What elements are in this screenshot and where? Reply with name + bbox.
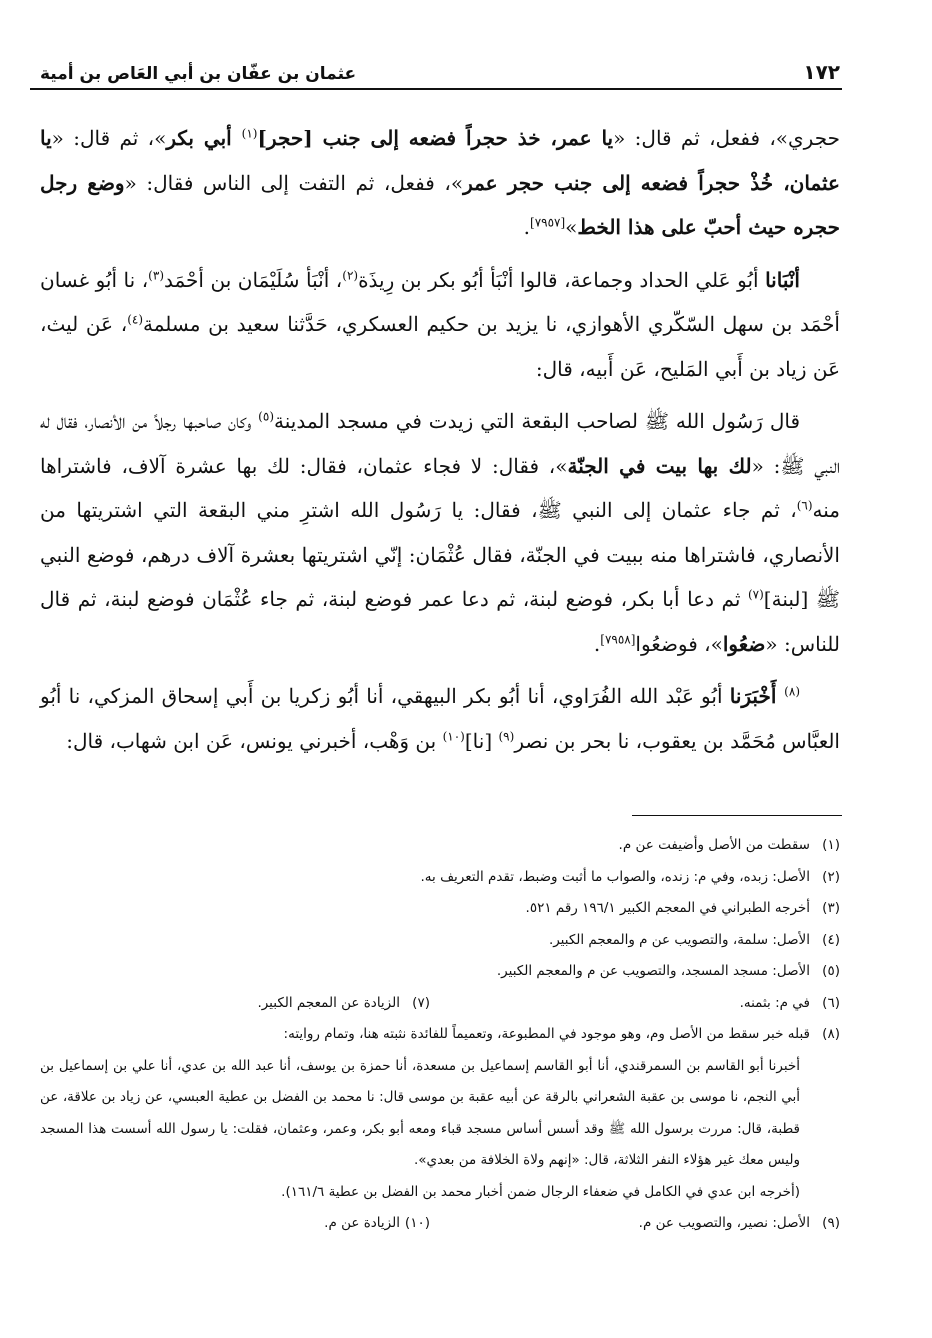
footnote-8-quoted-report: أخبرنا أبو القاسم بن السمرقندي، أنا أبو القاسم إسماعيل بن مسعدة، أنا حمزة بن يوسف، أنا عبد الله بن عدي، أنا علي بن إسماعيل بن أبي النجم، نا موسى بن عقبة الشعراني بالرقة عن أبيه عقبة بن موسى قال: نا محمد بن الفضل بن عطية العبسي، عن زياد بن علاقة، عن قطبة، قال: مررت برسول الله ﷺ وقد أسس أساس مسجد قباء ومعه أبو بكر، وعمر، وعثمان، فقلت: يا رسول الله أسست هذا المسجد وليس معك غير هؤلاء النفر الثلاثة، قال: «إنهم ولاة الخلافة من بعدي». [40,1057,800,1168]
running-title: عثمان بن عفّان بن أبي العَاص بن أمية [40,64,357,84]
text-run: وكان صاحبها رجلاً من الأنصار، فقال له النبي ﷺ: « [40,409,841,478]
footnote-ref: (٧) [747,587,764,602]
text-run: »، فقال: لا فجاء عثمان، فقال: لك بها عشرة آلاف، فاشتراها منه [40,453,840,522]
footnote-3 [40,893,840,925]
footnote-2 [40,862,840,894]
footnote-ref: (١٠) [442,728,465,743]
text-run: ، أنْبَأ سُلَيْمَان بن أحْمَد [164,267,343,292]
footnote-text: الأصل: سلمة، والتصويب عن م والمعجم الكبير. [548,931,810,948]
footnote-number: (٤) [822,931,840,948]
footnote-text: الأصل: مسجد المسجد، والتصويب عن م والمعجم الكبير. [496,963,810,979]
footnote-5 [40,956,840,988]
footnote-number: (٧) [412,994,430,1011]
text-run-bold: لك بها بيت في الجنّة [567,453,752,478]
footnote-ref: (٦) [796,498,813,513]
footnote-ref: (٥) [258,409,274,424]
footnote-text: الأصل: زبده، وفي م: زنده، والصواب ما أثبت وضبط، تقدم التعريف به. [420,868,810,885]
footnote-number: (٢) [822,868,840,885]
main-text [40,116,840,763]
text-run: . [593,631,601,656]
footnote-4 [40,925,840,957]
hadith-number: [٧٩٥٧] [530,215,566,230]
footnote-9 [430,1208,840,1240]
footnote-number: (٦) [822,994,840,1011]
footnote-divider [632,815,842,816]
footnote-text: قبله خبر سقط من الأصل وم، وهو موجود في المطبوعة، وتعميماً للفائدة نثبته هنا، وتمام روايته: [283,1026,810,1042]
text-run-bold: وضع رجل حجره حيث أحبّ على هذا الخط [40,170,840,239]
footnote-number: (١) [822,837,840,853]
footnote-ref: (٢) [342,267,359,282]
footnote-row-9-10 [40,1208,840,1240]
text-run: أبُو عَبْد الله الفُرَاوي، أنا أبُو بكر البيهقي، أنا أبُو زكريا بن أَبي إسحاق المزكي، نا أبُو العبَّاس مُحَمَّد بن يعقوب، نا بحر بن نصر [40,684,840,753]
footnote-7 [257,988,430,1020]
paragraph-3 [40,399,840,666]
text-run: ، ثم جاء عثمان إلى النبي ﷺ، فقال: يا رَسُول الله اشترِ مني البقعة التي اشتريتها من الأنصاري، فاشتراها منه ببيت في الجنّة، فقال عُثْمَان: إنّي اشتريتها بعشرة آلاف درهم، فوضع النبي ﷺ [لبنة] [40,498,840,611]
text-run-bold: أنْبَانا [765,267,800,292]
page-header [40,54,840,84]
paragraph-2 [40,258,840,392]
text-run-bold: يا عمر، خذ حجراً فضعه إلى جنب [حجر] [257,126,614,150]
footnote-ref: (٩) [498,728,515,743]
text-run: ، عَن ليث، عَن زياد بن أَبي المَليح، عَن أَبيه، قال: [40,312,840,381]
footnote-number: (٥) [822,963,840,979]
footnote-ref: (٨) [784,684,800,699]
text-run: . [523,215,531,239]
text-run-bold: أبي بكر [166,126,242,150]
text-run: أبُو عَلي الحداد وجماعة، قالوا أنْبَأ أبُو بكر بن رِيذَة [358,267,766,292]
footnote-text: الأصل: نصير، والتصويب عن م. [638,1215,810,1231]
text-run: » [565,215,578,239]
footnote-text: أخرجه الطبراني في المعجم الكبير ١٩٦/١ رقم ٥٢١. [525,900,810,916]
paragraph-4 [40,674,840,763]
text-run: حجري»، ففعل، ثم قال: « [613,126,840,150]
footnote-text: الزيادة عن المعجم الكبير. [257,994,400,1011]
footnote-text: الزيادة عن م. [324,1215,400,1231]
text-run-bold: ضعُوا [722,631,766,656]
footnote-1 [40,830,840,862]
paragraph-1 [40,116,840,250]
footnote-8 [40,1019,840,1051]
text-run-bold: يا عثمان، خُذْ حجراً فضعه إلى جنب حجر عمر [40,126,840,195]
footnote-number: (٩) [822,1215,840,1231]
page-number: ١٧٢ [803,60,840,84]
footnotes [40,830,840,1240]
text-run: ثم دعا أبا بكر، فوضع لبنة، ثم دعا عمر فوضع لبنة، ثم جاء عُثْمَان فوضع لبنة، ثم قال للناس: « [40,587,840,656]
header-divider [30,88,842,90]
text-run: ، نا أبُو غسان أحْمَد بن سهل السّكّري الأهوازي، نا يزيد بن حكيم العسكري، حَدَّثنا سعيد بن مسلمة [40,267,840,336]
footnote-number: (٨) [822,1026,840,1042]
footnote-row-6-7 [40,988,840,1020]
text-run: [نا] [464,728,499,753]
text-run: قال رَسُول الله ﷺ لصاحب البقعة التي زيدت في مسجد المدينة [274,409,800,433]
hadith-number: [٧٩٥٨] [600,631,636,646]
footnote-number: (٣) [822,900,840,916]
footnote-6 [430,988,840,1020]
text-run: »، فوضعُوا [635,631,723,656]
footnote-text: سقطت من الأصل وأضيفت عن م. [618,837,810,853]
footnote-10 [324,1208,430,1240]
footnote-text: في م: بثمنه. [739,994,810,1011]
footnote-ref: (٣) [148,267,164,282]
text-run: »، ففعل، ثم التفت إلى الناس فقال: « [124,170,464,195]
footnote-ref: (١) [241,126,258,141]
footnote-ref: (٤) [127,312,144,327]
text-run: »، ثم قال: « [51,126,167,150]
footnote-8-citation: (أخرجه ابن عدي في الكامل في ضعفاء الرجال ضمن أخبار محمد بن الفضل بن عطية ١٦١/٦). [281,1183,800,1200]
text-run-bold: أَخْبَرَنا [729,684,785,708]
footnote-number: (١٠) [404,1215,430,1231]
text-run: بن وَهْب، أخبرني يونس، عَن ابن شهاب، قال: [66,728,443,753]
